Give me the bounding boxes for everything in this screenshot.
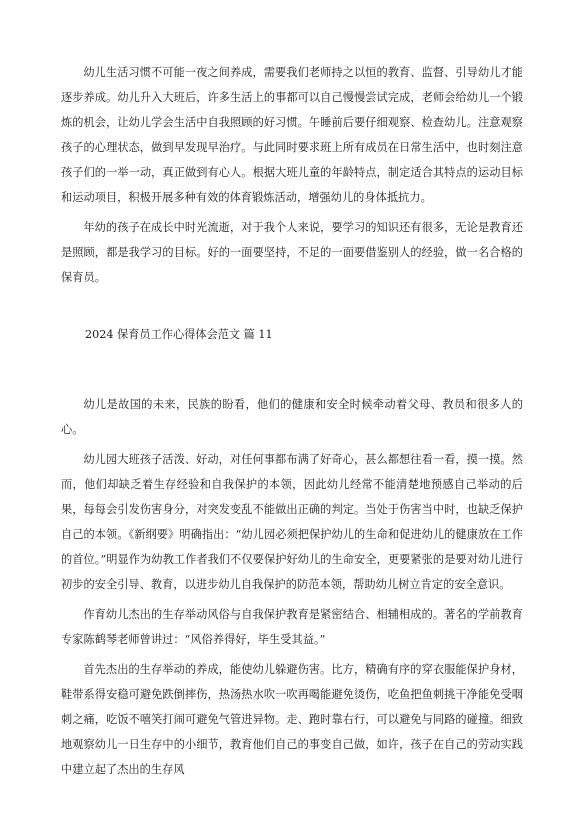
- bottom-text-section: [61, 392, 523, 787]
- paragraph-curiosity: 幼儿园大班孩子活泼、好动，对任何事都布满了好奇心，甚么都想往看一看，摸一摸。然而，他们却缺乏着生存经验和自我保护的本领，因此幼儿经常不能清楚地预感自己举动的后果，每每会引发伤害身分，对突发变乱不能做出正确的判定。当处于伤害当中时，也缺乏保护自己的本领。《新纲要》明确指出：“幼儿园必须把保护幼儿的生命和促进幼儿的健康放在工作的首位。”明显作为幼教工作者我们不仅要保护好幼儿的生命安全，更要紧张的是要对幼儿进行初步的安全引导、教育，以进步幼儿自我保护的防范本领，帮助幼儿树立肯定的安全意识。: [61, 453, 523, 591]
- paragraph-growth: 年幼的孩子在成长中时光流逝，对于我个人来说，要学习的知识还有很多，无论是教育还是照顾，都是我学习的目标。好的一面要坚持，不足的一面要借鉴别人的经验，做一名合格的保育员。: [61, 221, 523, 284]
- paragraph-future: 幼儿是故国的未来，民族的盼看，他们的健康和安全时候牵动着父母、教员和很多人的心。: [61, 398, 523, 436]
- paragraph-habits: 幼儿生活习惯不可能一夜之间养成，需要我们老师持之以恒的教育、监督、引导幼儿才能逐步养成。幼儿升入大班后，许多生活上的事都可以自己慢慢尝试完成，老师会给幼儿一个锻炼的机会，让幼儿学会生活中自我照顾的好习惯。午睡前后要仔细观察、检查幼儿。注意观察孩子的心理状态，做到早发现早治疗。与此同时要求班上所有成员在日常生活中，也时刻注意孩子们的一举一动，真正做到有心人。根据大班儿童的年龄特点，制定适合其特点的运动目标和运动项目，积极开展多种有效的体育锻炼活动，增强幼儿的身体抵抗力。: [61, 66, 523, 204]
- top-text-section: [61, 60, 523, 295]
- section-heading: 2024 保育员工作心得体会范文 篇 11: [85, 328, 273, 341]
- paragraph-avoid-harm: 首先杰出的生存举动的养成，能使幼儿躲避伤害。比方，精确有序的穿衣服能保护身材，鞋带系得安稳可避免跌倒摔伤，热汤热水吹一吹再喝能避免烫伤，吃鱼把鱼刺挑干净能免受咽刺之痛，吃饭不嘻笑打闹可避免气管进异物。走、跑时靠右行，可以避免与同路的碰撞。细致地观察幼儿一日生存中的小细节，教育他们自己的事变自己做，如许，孩子在自己的劳动实践中建立起了杰出的生存风: [61, 663, 523, 776]
- paragraph-habits-protection: 作育幼儿杰出的生存举动风俗与自我保护教育是紧密结合、相辅相成的。著名的学前教育专家陈鹤琴老师曾讲过：“风俗养得好，毕生受其益。”: [61, 608, 523, 646]
